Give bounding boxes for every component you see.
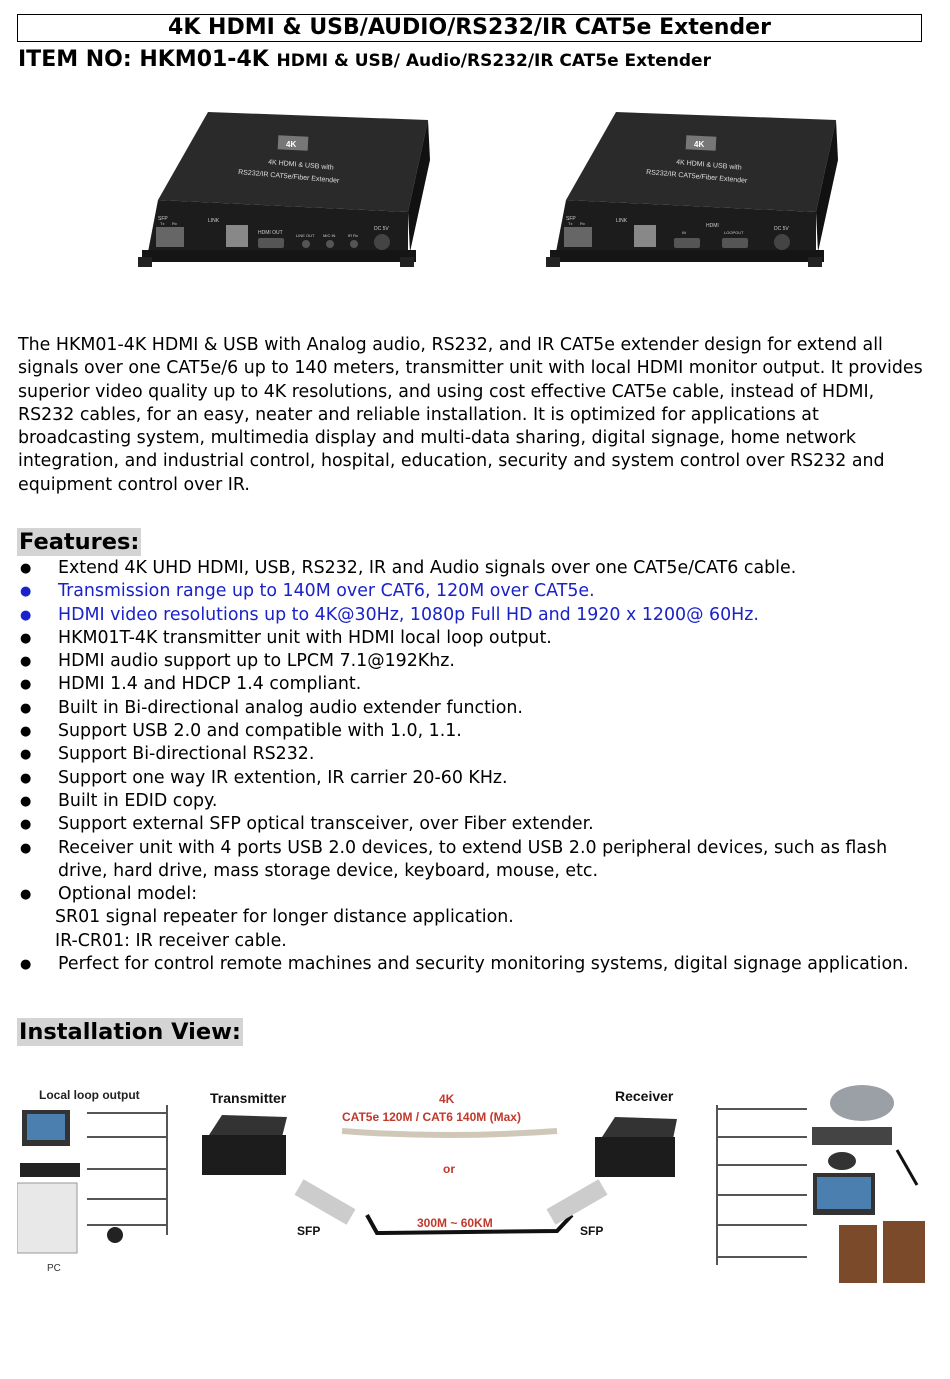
transmitter-port-link: LINK bbox=[208, 218, 220, 224]
microphone-icon bbox=[897, 1150, 917, 1185]
sfp-port bbox=[564, 227, 592, 247]
receiver-port-sfp: SFP bbox=[566, 216, 576, 222]
transmitter-port-mic-in: MIC IN bbox=[323, 233, 336, 238]
hdmi-in-port bbox=[674, 238, 700, 248]
receiver-port-tx: Tx bbox=[568, 221, 573, 226]
hdmi-out-port bbox=[258, 238, 284, 248]
installation-heading: Installation View: bbox=[19, 1019, 241, 1045]
installation-diagram bbox=[17, 1075, 935, 1285]
product-description: The HKM01-4K HDMI & USB with Analog audio, RS232, and IR CAT5e extender design for extend all signals over one CAT5e/6 up to 140 meters, transmitter unit with local HDMI monitor output. It provides superior video quality up to 4K resolutions, and using cost effective CAT5e cable, instead of HDMI, RS232 cables, for an easy, neater and reliable installation. It is optimized for applications at broadcasting system, multimedia display and multi-data sharing, digital signage, home network integration, and industrial control, hospital, education, security and system control over RS232 and equipment control over IR. bbox=[18, 335, 923, 495]
feature-item: ● Receiver unit with 4 ports USB 2.0 devices, to extend USB 2.0 peripheral devices, such as flash drive, hard drive, mass storage device, keyboard, mouse, etc. bbox=[17, 837, 937, 884]
item-number: ITEM NO: HKM01-4K bbox=[18, 47, 269, 72]
mouse-icon bbox=[828, 1152, 856, 1170]
item-number-line bbox=[18, 46, 711, 75]
or-label: or bbox=[443, 1162, 455, 1176]
transmitter-badge: 4K bbox=[286, 140, 297, 149]
receiver-unit bbox=[595, 1137, 675, 1177]
dvr-icon bbox=[20, 1163, 80, 1177]
feature-item: ● Support USB 2.0 and compatible with 1.0, 1.1. bbox=[17, 720, 937, 743]
transmitter-device-image bbox=[138, 112, 438, 272]
feature-item: ● Support Bi-directional RS232. bbox=[17, 743, 937, 766]
ir-receiver-icon bbox=[107, 1227, 123, 1243]
receiver-label: Receiver bbox=[615, 1088, 674, 1104]
keyboard-icon bbox=[812, 1127, 892, 1145]
receiver-badge: 4K bbox=[694, 140, 705, 149]
transmitter-port-sfp: SFP bbox=[158, 216, 168, 222]
left-cables bbox=[87, 1105, 167, 1235]
feature-subitem: SR01 signal repeater for longer distance application. bbox=[55, 907, 514, 928]
transmitter-label: Transmitter bbox=[210, 1090, 287, 1106]
rj45-port bbox=[634, 225, 656, 247]
receiver-port-in: IN bbox=[682, 230, 686, 235]
feature-item: ● HDMI 1.4 and HDCP 1.4 compliant. bbox=[17, 673, 937, 696]
receiver-port-link: LINK bbox=[616, 218, 628, 224]
page-title: 4K HDMI & USB/AUDIO/RS232/IR CAT5e Extender bbox=[17, 14, 922, 42]
receiver-port-hdmi: HDMI bbox=[706, 223, 719, 229]
speaker-right-icon bbox=[883, 1221, 925, 1283]
feature-item: ● HKM01T-4K transmitter unit with HDMI local loop output. bbox=[17, 627, 937, 650]
feature-subitem: IR-CR01: IR receiver cable. bbox=[55, 930, 287, 951]
transmitter-port-tx: Tx bbox=[160, 221, 165, 226]
receiver-top-line2: RS232/IR CAT5e/Fiber Extender bbox=[645, 169, 748, 185]
feature-item: ● HDMI audio support up to LPCM 7.1@192Khz. bbox=[17, 650, 937, 673]
feature-item: ● Optional model: bbox=[17, 883, 937, 906]
feature-item: ● Built in Bi-directional analog audio extender function. bbox=[17, 697, 937, 720]
feature-item: ● Built in EDID copy. bbox=[17, 790, 937, 813]
item-subtitle: HDMI & USB/ Audio/RS232/IR CAT5e Extender bbox=[276, 51, 711, 71]
speaker-left-icon bbox=[839, 1225, 877, 1283]
receiver-device-image bbox=[546, 112, 846, 272]
receiver-port-loopout: LOOPOUT bbox=[724, 230, 744, 235]
transmitter-unit bbox=[202, 1135, 286, 1175]
feature-item: ● HDMI video resolutions up to 4K@30Hz, 1080p Full HD and 1920 x 1200@ 60Hz. bbox=[17, 604, 937, 627]
right-cables bbox=[717, 1105, 807, 1265]
features-list bbox=[17, 557, 937, 976]
feature-item: ● Perfect for control remote machines and security monitoring systems, digital signage application. bbox=[17, 953, 937, 976]
pc-label: PC bbox=[47, 1263, 61, 1274]
receiver-port-rx: Rx bbox=[580, 221, 585, 226]
hdmi-loopout-port bbox=[722, 238, 748, 248]
feature-item: ● Extend 4K UHD HDMI, USB, RS232, IR and Audio signals over one CAT5e/CAT6 cable. bbox=[17, 557, 937, 580]
transmitter-top-line2: RS232/IR CAT5e/Fiber Extender bbox=[237, 169, 340, 185]
transmitter-port-hdmi-out: HDMI OUT bbox=[258, 230, 283, 236]
feature-item: ● Support one way IR extention, IR carrier 20-60 KHz. bbox=[17, 767, 937, 790]
fiber-range-label: 300M ~ 60KM bbox=[417, 1216, 493, 1230]
sfp-left-label: SFP bbox=[297, 1224, 321, 1238]
sfp-port bbox=[156, 227, 184, 247]
transmitter-port-line-out: LINE OUT bbox=[296, 233, 315, 238]
sfp-module-right bbox=[547, 1179, 608, 1225]
cat5e-cable bbox=[342, 1131, 557, 1135]
sfp-right-label: SFP bbox=[580, 1224, 604, 1238]
feature-item: ● Transmission range up to 140M over CAT6, 120M over CAT5e. bbox=[17, 580, 937, 603]
transmitter-port-dc: DC 5V bbox=[374, 226, 389, 232]
cable-spec-label: CAT5e 120M / CAT6 140M (Max) bbox=[342, 1110, 521, 1124]
local-loop-label: Local loop output bbox=[39, 1088, 140, 1102]
rj45-port bbox=[226, 225, 248, 247]
transmitter-top-line1: 4K HDMI & USB with bbox=[267, 159, 334, 172]
sfp-module-left bbox=[295, 1179, 356, 1225]
feature-item: ● Support external SFP optical transceiver, over Fiber extender. bbox=[17, 813, 937, 836]
receiver-top-line1: 4K HDMI & USB with bbox=[675, 159, 742, 172]
projector-icon bbox=[830, 1085, 894, 1121]
transmitter-port-ir-rx: IR Rx bbox=[348, 233, 358, 238]
transmitter-port-rx: Rx bbox=[172, 221, 177, 226]
pc-icon bbox=[17, 1183, 77, 1253]
features-heading: Features: bbox=[19, 529, 140, 555]
receiver-port-dc: DC 5V bbox=[774, 226, 789, 232]
cable-4k-label: 4K bbox=[439, 1092, 455, 1106]
